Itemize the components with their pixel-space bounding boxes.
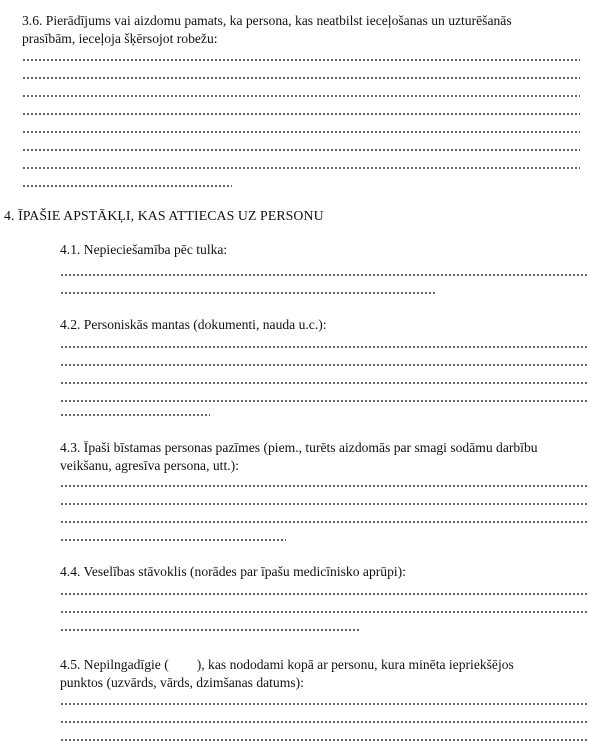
dotted-line: [60, 414, 210, 416]
dotted-line: [60, 521, 588, 523]
dotted-line: [60, 629, 360, 631]
dotted-line: [60, 364, 588, 366]
dotted-line: [22, 167, 580, 169]
dotted-line: [60, 382, 588, 384]
item-4-4-label: 4.4. Veselības stāvoklis (norādes par īpašu medicīnisko aprūpi):: [60, 564, 406, 579]
item-4-3-line2: veikšanu, agresīva persona, utt.):: [60, 458, 239, 473]
item-4-5-line2: punktos (uzvārds, vārds, dzimšanas datums):: [60, 675, 304, 690]
dotted-line: [22, 95, 580, 97]
dotted-line: [60, 274, 588, 276]
item-4-5-line1-start: 4.5. Nepilngadīgie (: [60, 657, 169, 672]
section-3-6-line2: prasībām, ieceļoja šķērsojot robežu:: [22, 31, 218, 46]
dotted-line: [60, 503, 588, 505]
dotted-line: [60, 485, 588, 487]
dotted-line: [22, 149, 580, 151]
item-4-5-line1: [60, 656, 514, 674]
item-4-1-label: 4.1. Nepieciešamība pēc tulka:: [60, 242, 228, 257]
dotted-line: [60, 539, 286, 541]
dotted-line: [22, 59, 580, 61]
dotted-line: [22, 113, 580, 115]
dotted-line: [60, 611, 588, 613]
dotted-line: [60, 400, 588, 402]
dotted-line: [22, 131, 580, 133]
item-4-5-line1-end: ), kas nododami kopā ar personu, kura minēta iepriekšējos: [196, 657, 514, 672]
dotted-line: [60, 346, 588, 348]
dotted-line: [60, 292, 436, 294]
item-4-2-label: 4.2. Personiskās mantas (dokumenti, nauda u.c.):: [60, 317, 327, 332]
dotted-line: [60, 703, 588, 705]
item-4-3-line1: 4.3. Īpaši bīstamas personas pazīmes (piem., turēts aizdomās par smagi sodāmu darbību: [60, 440, 538, 455]
dotted-line: [60, 593, 588, 595]
dotted-line: [60, 739, 588, 741]
section-4-heading: 4. ĪPAŠIE APSTĀKĻI, KAS ATTIECAS UZ PERSONU: [4, 208, 324, 223]
dotted-line: [22, 185, 232, 187]
dotted-line: [60, 721, 588, 723]
dotted-line: [22, 77, 580, 79]
section-3-6-line1: 3.6. Pierādījums vai aizdomu pamats, ka persona, kas neatbilst ieceļošanas un uzturēšanās: [22, 13, 512, 28]
